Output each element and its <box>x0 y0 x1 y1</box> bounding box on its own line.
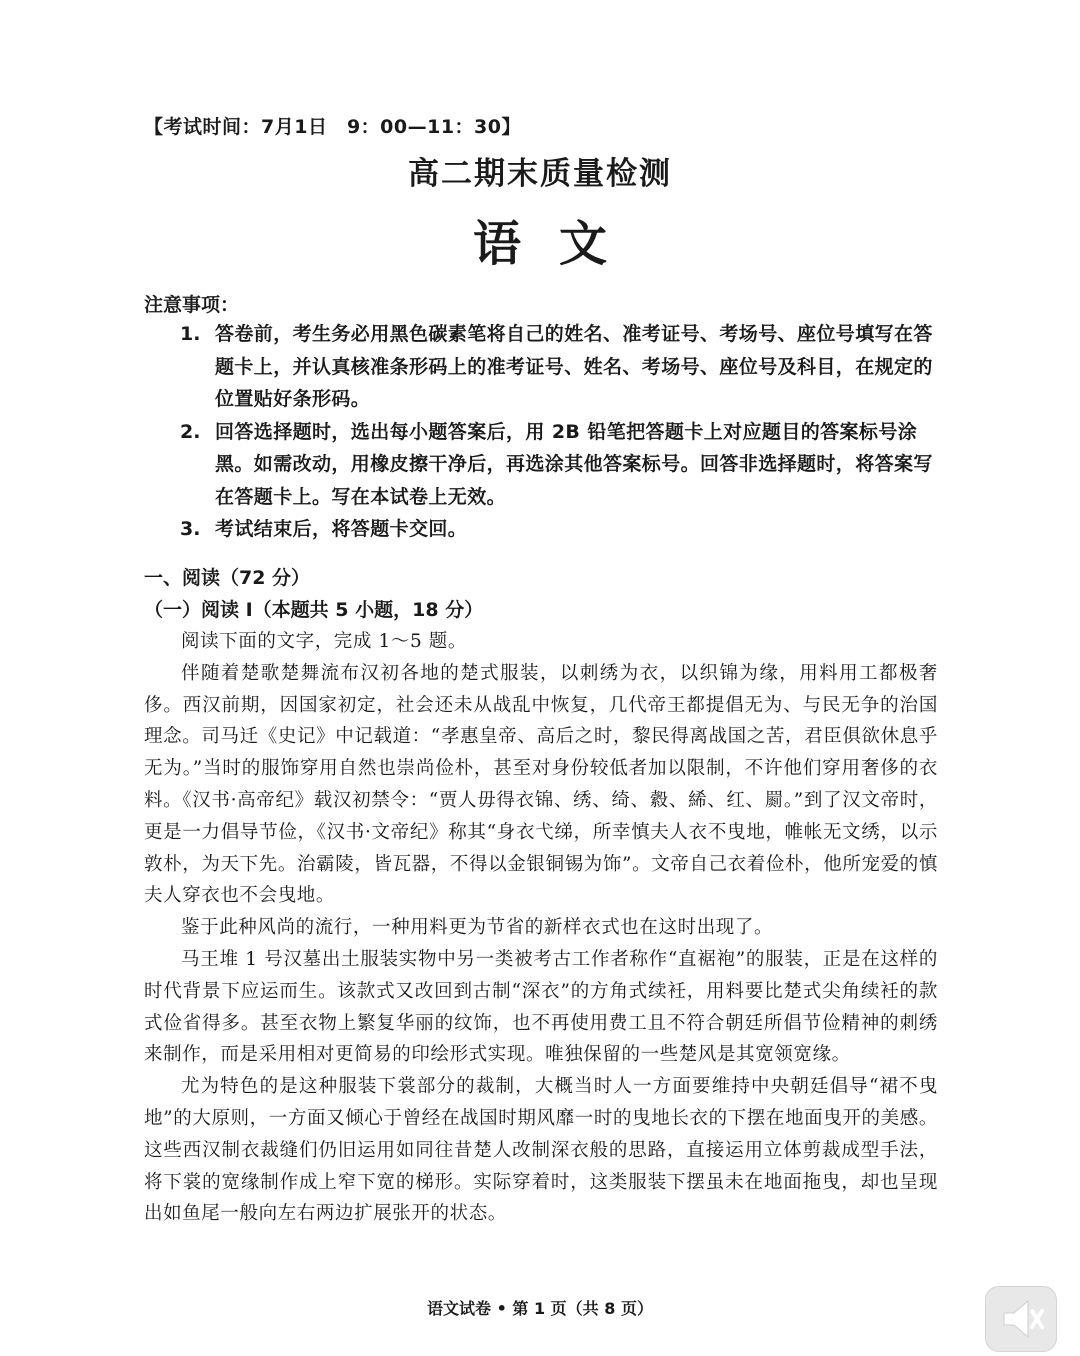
notice-list <box>180 318 940 546</box>
notice-item <box>180 416 940 514</box>
notice-item <box>180 513 940 546</box>
page-footer: 语文试卷 • 第 1 页（共 8 页） <box>427 1299 653 1318</box>
passage-paragraph: 鉴于此种风尚的流行，一种用料更为节省的新样衣式也在这时出现了。 <box>181 917 774 939</box>
notice-text: 回答选择题时，选出每小题答案后，用 2B 铅笔把答题卡上对应题目的答案标号涂黑。如需改动，用橡皮擦干净后，再选涂其他答案标号。回答非选择题时，将答案写在答题卡上。写在本试卷上无效。 <box>215 420 933 508</box>
exam-time: 【考试时间：7月1日 9：00—11：30】 <box>144 116 521 138</box>
notice-number: 1. <box>180 323 201 345</box>
notice-item <box>180 318 940 416</box>
main-title: 高二期末质量检测 <box>408 156 672 192</box>
passage-instruction: 阅读下面的文字，完成 1～5 题。 <box>181 631 468 652</box>
sound-toggle-button[interactable] <box>985 1286 1057 1352</box>
notice-number: 2. <box>180 420 201 443</box>
passage-paragraph: 马王堆 1 号汉墓出土服装实物中另一类被考古工作者称作“直裾袍”的服装，正是在这样的时代背景下应运而生。该款式又改回到古制“深衣”的方角式续衽，用料要比楚式尖角续衽的款式俭省得多。甚至衣物上繁复华丽的纹饰，也不再使用费工且不符合朝廷所倡节俭精神的刺绣来制作，而是采用相对更简易的印绘形式实现。唯独保留的一些楚风是其宽领宽缘。 <box>144 948 938 1066</box>
notice-text: 考试结束后，将答题卡交回。 <box>215 518 468 540</box>
notice-number: 3. <box>180 518 201 540</box>
subject-title: 语文 <box>472 216 645 272</box>
sub-section-heading: （一）阅读 I（本题共 5 小题，18 分） <box>144 599 484 621</box>
reading-passage <box>144 626 938 1230</box>
passage-paragraph: 尤为特色的是这种服装下裳部分的裁制，大概当时人一方面要维持中央朝廷倡导“裙不曳地”的大原则，一方面又倾心于曾经在战国时期风靡一时的曳地长衣的下摆在地面曳开的美感。这些西汉制衣裁缝们仍旧运用如同往昔楚人改制深衣般的思路，直接运用立体剪裁成型手法，将下裳的宽缘制作成上窄下宽的梯形。实际穿着时，这类服装下摆虽未在地面拖曳，却也呈现出如鱼尾一般向左右两边扩展张开的状态。 <box>144 1076 938 1225</box>
speaker-muted-icon <box>986 1287 1056 1351</box>
notice-heading: 注意事项： <box>144 294 240 316</box>
notice-text: 答卷前，考生务必用黑色碳素笔将自己的姓名、准考证号、考场号、座位号填写在答题卡上，并认真核准条形码上的准考证号、姓名、考场号、座位号及科目，在规定的位置贴好条形码。 <box>215 323 933 410</box>
section-heading: 一、阅读（72 分） <box>144 567 311 589</box>
passage-paragraph: 伴随着楚歌楚舞流布汉初各地的楚式服装，以刺绣为衣，以织锦为缘，用料用工都极奢侈。西汉前期，因国家初定，社会还未从战乱中恢复，几代帝王都提倡无为、与民无争的治国理念。司马迁《史记》中记载道：“孝惠皇帝、高后之时，黎民得离战国之苦，君臣俱欲休息乎无为。”当时的服饰穿用自然也崇尚俭朴，甚至对身份较低者加以限制，不许他们穿用奢侈的衣料。《汉书·高帝纪》载汉初禁令：“贾人毋得衣锦、绣、绮、縠、絺、红、罽。”到了汉文帝时，更是一力倡导节俭，《汉书·文帝纪》称其“身衣弋绨，所幸慎夫人衣不曳地，帷帐无文绣，以示敦朴，为天下先。治霸陵，皆瓦器，不得以金银铜锡为饰”。文帝自己衣着俭朴，他所宠爱的慎夫人穿衣也不会曳地。 <box>144 662 938 907</box>
